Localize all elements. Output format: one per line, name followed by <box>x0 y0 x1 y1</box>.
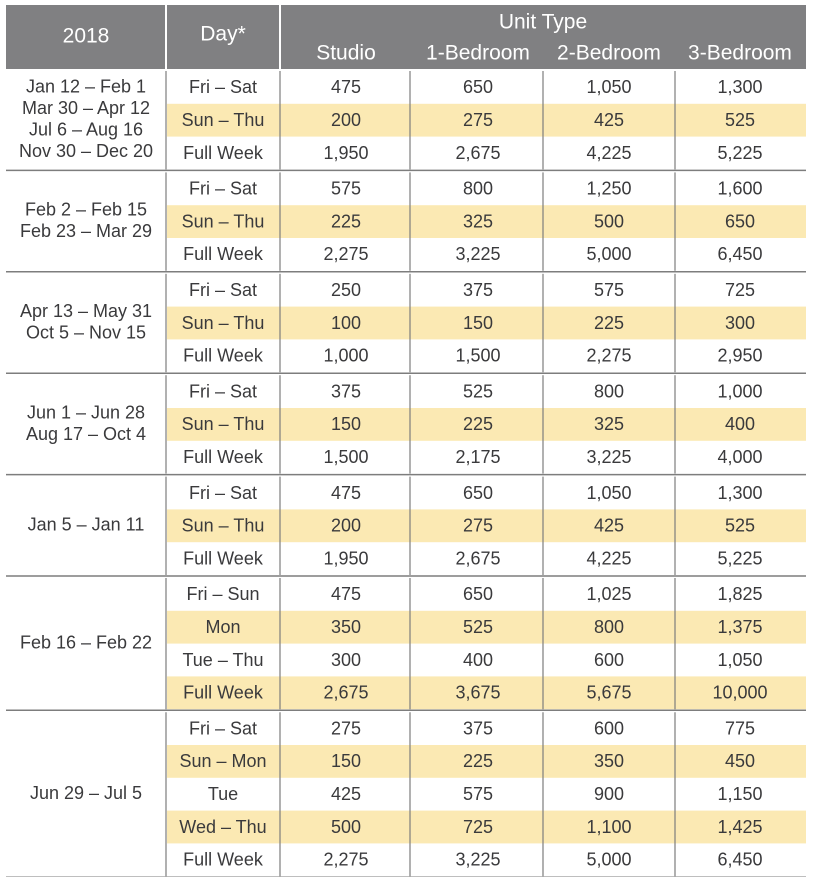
points-value-1-bedroom: 375 <box>462 718 494 739</box>
points-value-2-bedroom: 225 <box>593 312 625 333</box>
points-value-3-bedroom: 4,000 <box>717 446 763 467</box>
day-label: Tue <box>207 783 239 804</box>
points-value-studio: 1,950 <box>323 548 369 569</box>
points-value-3-bedroom: 650 <box>724 211 756 232</box>
day-label: Wed – Thu <box>179 816 267 837</box>
day-label: Full Week <box>183 345 263 366</box>
day-label: Sun – Thu <box>181 312 265 333</box>
points-value-1-bedroom: 275 <box>462 515 494 536</box>
points-value-3-bedroom: 5,225 <box>717 548 763 569</box>
points-value-studio: 500 <box>330 816 362 837</box>
points-value-3-bedroom: 1,375 <box>717 616 763 637</box>
points-value-2-bedroom: 5,675 <box>586 682 632 703</box>
points-value-studio: 250 <box>330 279 362 300</box>
points-value-2-bedroom: 1,050 <box>586 77 632 98</box>
points-value-studio: 475 <box>330 77 362 98</box>
day-label: Sun – Thu <box>181 414 265 435</box>
points-value-studio: 200 <box>330 515 362 536</box>
year-header: 2018 <box>62 24 110 48</box>
points-value-3-bedroom: 6,450 <box>717 244 763 265</box>
points-value-studio: 425 <box>330 783 362 804</box>
points-value-2-bedroom: 350 <box>593 751 625 772</box>
points-value-studio: 150 <box>330 414 362 435</box>
points-value-studio: 375 <box>330 381 362 402</box>
points-value-studio: 475 <box>330 482 362 503</box>
date-range-label: Jan 12 – Feb 1 <box>25 76 147 97</box>
date-range-label: Nov 30 – Dec 20 <box>18 141 154 162</box>
day-label: Sun – Thu <box>181 515 265 536</box>
points-value-3-bedroom: 525 <box>724 515 756 536</box>
column-header-2-bedroom: 2-Bedroom <box>557 41 661 65</box>
day-label: Fri – Sat <box>188 178 258 199</box>
points-value-2-bedroom: 425 <box>593 515 625 536</box>
points-value-1-bedroom: 225 <box>462 414 494 435</box>
points-value-studio: 575 <box>330 178 362 199</box>
points-value-2-bedroom: 325 <box>593 414 625 435</box>
points-value-studio: 475 <box>330 584 362 605</box>
day-label: Fri – Sat <box>188 381 258 402</box>
points-value-2-bedroom: 600 <box>593 649 625 670</box>
points-value-3-bedroom: 1,300 <box>717 482 763 503</box>
points-value-3-bedroom: 525 <box>724 109 756 130</box>
date-range-label: Aug 17 – Oct 4 <box>25 423 147 444</box>
day-label: Full Week <box>183 682 263 703</box>
points-value-1-bedroom: 225 <box>462 751 494 772</box>
points-value-2-bedroom: 4,225 <box>586 548 632 569</box>
points-value-studio: 200 <box>330 109 362 130</box>
date-range-label: Feb 23 – Mar 29 <box>19 221 153 242</box>
points-value-studio: 1,500 <box>323 446 369 467</box>
points-value-3-bedroom: 1,300 <box>717 77 763 98</box>
points-value-3-bedroom: 1,425 <box>717 816 763 837</box>
points-value-3-bedroom: 775 <box>724 718 756 739</box>
points-value-3-bedroom: 1,050 <box>717 649 763 670</box>
points-value-2-bedroom: 3,225 <box>586 446 632 467</box>
points-value-studio: 275 <box>330 718 362 739</box>
date-range-label: Jun 1 – Jun 28 <box>26 402 146 423</box>
points-value-2-bedroom: 800 <box>593 381 625 402</box>
date-range-label: Jan 5 – Jan 11 <box>27 514 145 535</box>
date-range-label: Jun 29 – Jul 5 <box>29 782 143 803</box>
points-value-2-bedroom: 500 <box>593 211 625 232</box>
day-label: Sun – Thu <box>181 211 265 232</box>
points-value-1-bedroom: 275 <box>462 109 494 130</box>
points-value-2-bedroom: 5,000 <box>586 849 632 870</box>
points-value-3-bedroom: 1,150 <box>717 783 763 804</box>
column-header-1-bedroom: 1-Bedroom <box>426 41 530 65</box>
date-range-label: Apr 13 – May 31 <box>19 301 153 321</box>
points-value-1-bedroom: 525 <box>462 616 494 637</box>
points-value-1-bedroom: 650 <box>462 584 494 605</box>
day-label: Tue – Thu <box>182 649 264 670</box>
points-value-3-bedroom: 1,825 <box>717 584 763 605</box>
points-value-2-bedroom: 425 <box>593 109 625 130</box>
points-value-2-bedroom: 5,000 <box>586 244 632 265</box>
day-label: Full Week <box>183 849 263 870</box>
points-value-3-bedroom: 1,600 <box>717 178 763 199</box>
points-value-3-bedroom: 400 <box>724 414 756 435</box>
points-value-studio: 1,950 <box>323 142 369 163</box>
points-value-1-bedroom: 375 <box>462 279 494 300</box>
points-value-3-bedroom: 10,000 <box>712 682 768 703</box>
points-value-1-bedroom: 3,225 <box>455 849 501 870</box>
points-value-1-bedroom: 3,225 <box>455 244 501 265</box>
day-label: Full Week <box>183 142 263 163</box>
points-value-studio: 100 <box>330 312 362 333</box>
points-value-3-bedroom: 450 <box>724 751 756 772</box>
points-value-3-bedroom: 6,450 <box>717 849 763 870</box>
points-value-2-bedroom: 1,100 <box>586 816 632 837</box>
points-value-2-bedroom: 4,225 <box>586 142 632 163</box>
day-label: Full Week <box>183 446 263 467</box>
column-header-studio: Studio <box>316 41 376 65</box>
points-value-1-bedroom: 800 <box>462 178 494 199</box>
points-value-3-bedroom: 2,950 <box>717 345 763 366</box>
points-value-studio: 150 <box>330 751 362 772</box>
points-value-3-bedroom: 1,000 <box>717 381 763 402</box>
day-label: Fri – Sat <box>188 482 258 503</box>
points-value-1-bedroom: 3,675 <box>455 682 501 703</box>
points-value-studio: 225 <box>330 211 362 232</box>
points-value-2-bedroom: 575 <box>593 279 625 300</box>
points-value-2-bedroom: 800 <box>593 616 625 637</box>
points-value-studio: 350 <box>330 616 362 637</box>
day-label: Mon <box>205 616 241 637</box>
points-value-3-bedroom: 300 <box>724 312 756 333</box>
points-value-1-bedroom: 1,500 <box>455 345 501 366</box>
day-label: Sun – Thu <box>181 109 265 130</box>
date-range-label: Mar 30 – Apr 12 <box>21 98 151 119</box>
day-header: Day* <box>200 22 246 46</box>
date-range-label: Jul 6 – Aug 16 <box>28 119 144 140</box>
points-value-1-bedroom: 650 <box>462 482 494 503</box>
points-value-2-bedroom: 1,050 <box>586 482 632 503</box>
date-range-label: Feb 2 – Feb 15 <box>24 199 148 220</box>
points-value-1-bedroom: 650 <box>462 77 494 98</box>
points-value-2-bedroom: 1,250 <box>586 178 632 199</box>
points-value-1-bedroom: 725 <box>462 816 494 837</box>
points-value-2-bedroom: 900 <box>593 783 625 804</box>
points-value-studio: 1,000 <box>323 345 369 366</box>
column-header-3-bedroom: 3-Bedroom <box>688 41 792 65</box>
points-value-2-bedroom: 2,275 <box>586 345 632 366</box>
points-value-1-bedroom: 575 <box>462 783 494 804</box>
points-value-3-bedroom: 5,225 <box>717 142 763 163</box>
points-value-2-bedroom: 1,025 <box>586 584 632 605</box>
day-label: Fri – Sat <box>188 718 258 739</box>
day-label: Fri – Sun <box>186 584 260 605</box>
day-label: Sun – Mon <box>179 751 267 772</box>
points-value-1-bedroom: 150 <box>462 312 494 333</box>
points-value-1-bedroom: 525 <box>462 381 494 402</box>
day-label: Fri – Sat <box>188 279 258 300</box>
day-label: Full Week <box>183 548 263 569</box>
points-value-1-bedroom: 2,675 <box>455 548 501 569</box>
day-label: Full Week <box>183 244 263 265</box>
points-value-studio: 300 <box>330 649 362 670</box>
points-value-1-bedroom: 325 <box>462 211 494 232</box>
points-value-studio: 2,275 <box>323 849 369 870</box>
points-value-1-bedroom: 2,175 <box>455 446 501 467</box>
date-range-label: Feb 16 – Feb 22 <box>19 632 153 653</box>
points-value-1-bedroom: 2,675 <box>455 142 501 163</box>
points-value-1-bedroom: 400 <box>462 649 494 670</box>
date-range-label: Oct 5 – Nov 15 <box>25 322 147 343</box>
day-label: Fri – Sat <box>188 77 258 98</box>
points-value-2-bedroom: 600 <box>593 718 625 739</box>
points-value-studio: 2,275 <box>323 244 369 265</box>
points-value-studio: 2,675 <box>323 682 369 703</box>
header-background <box>6 5 806 69</box>
points-value-3-bedroom: 725 <box>724 279 756 300</box>
unit-type-header: Unit Type <box>498 10 588 34</box>
